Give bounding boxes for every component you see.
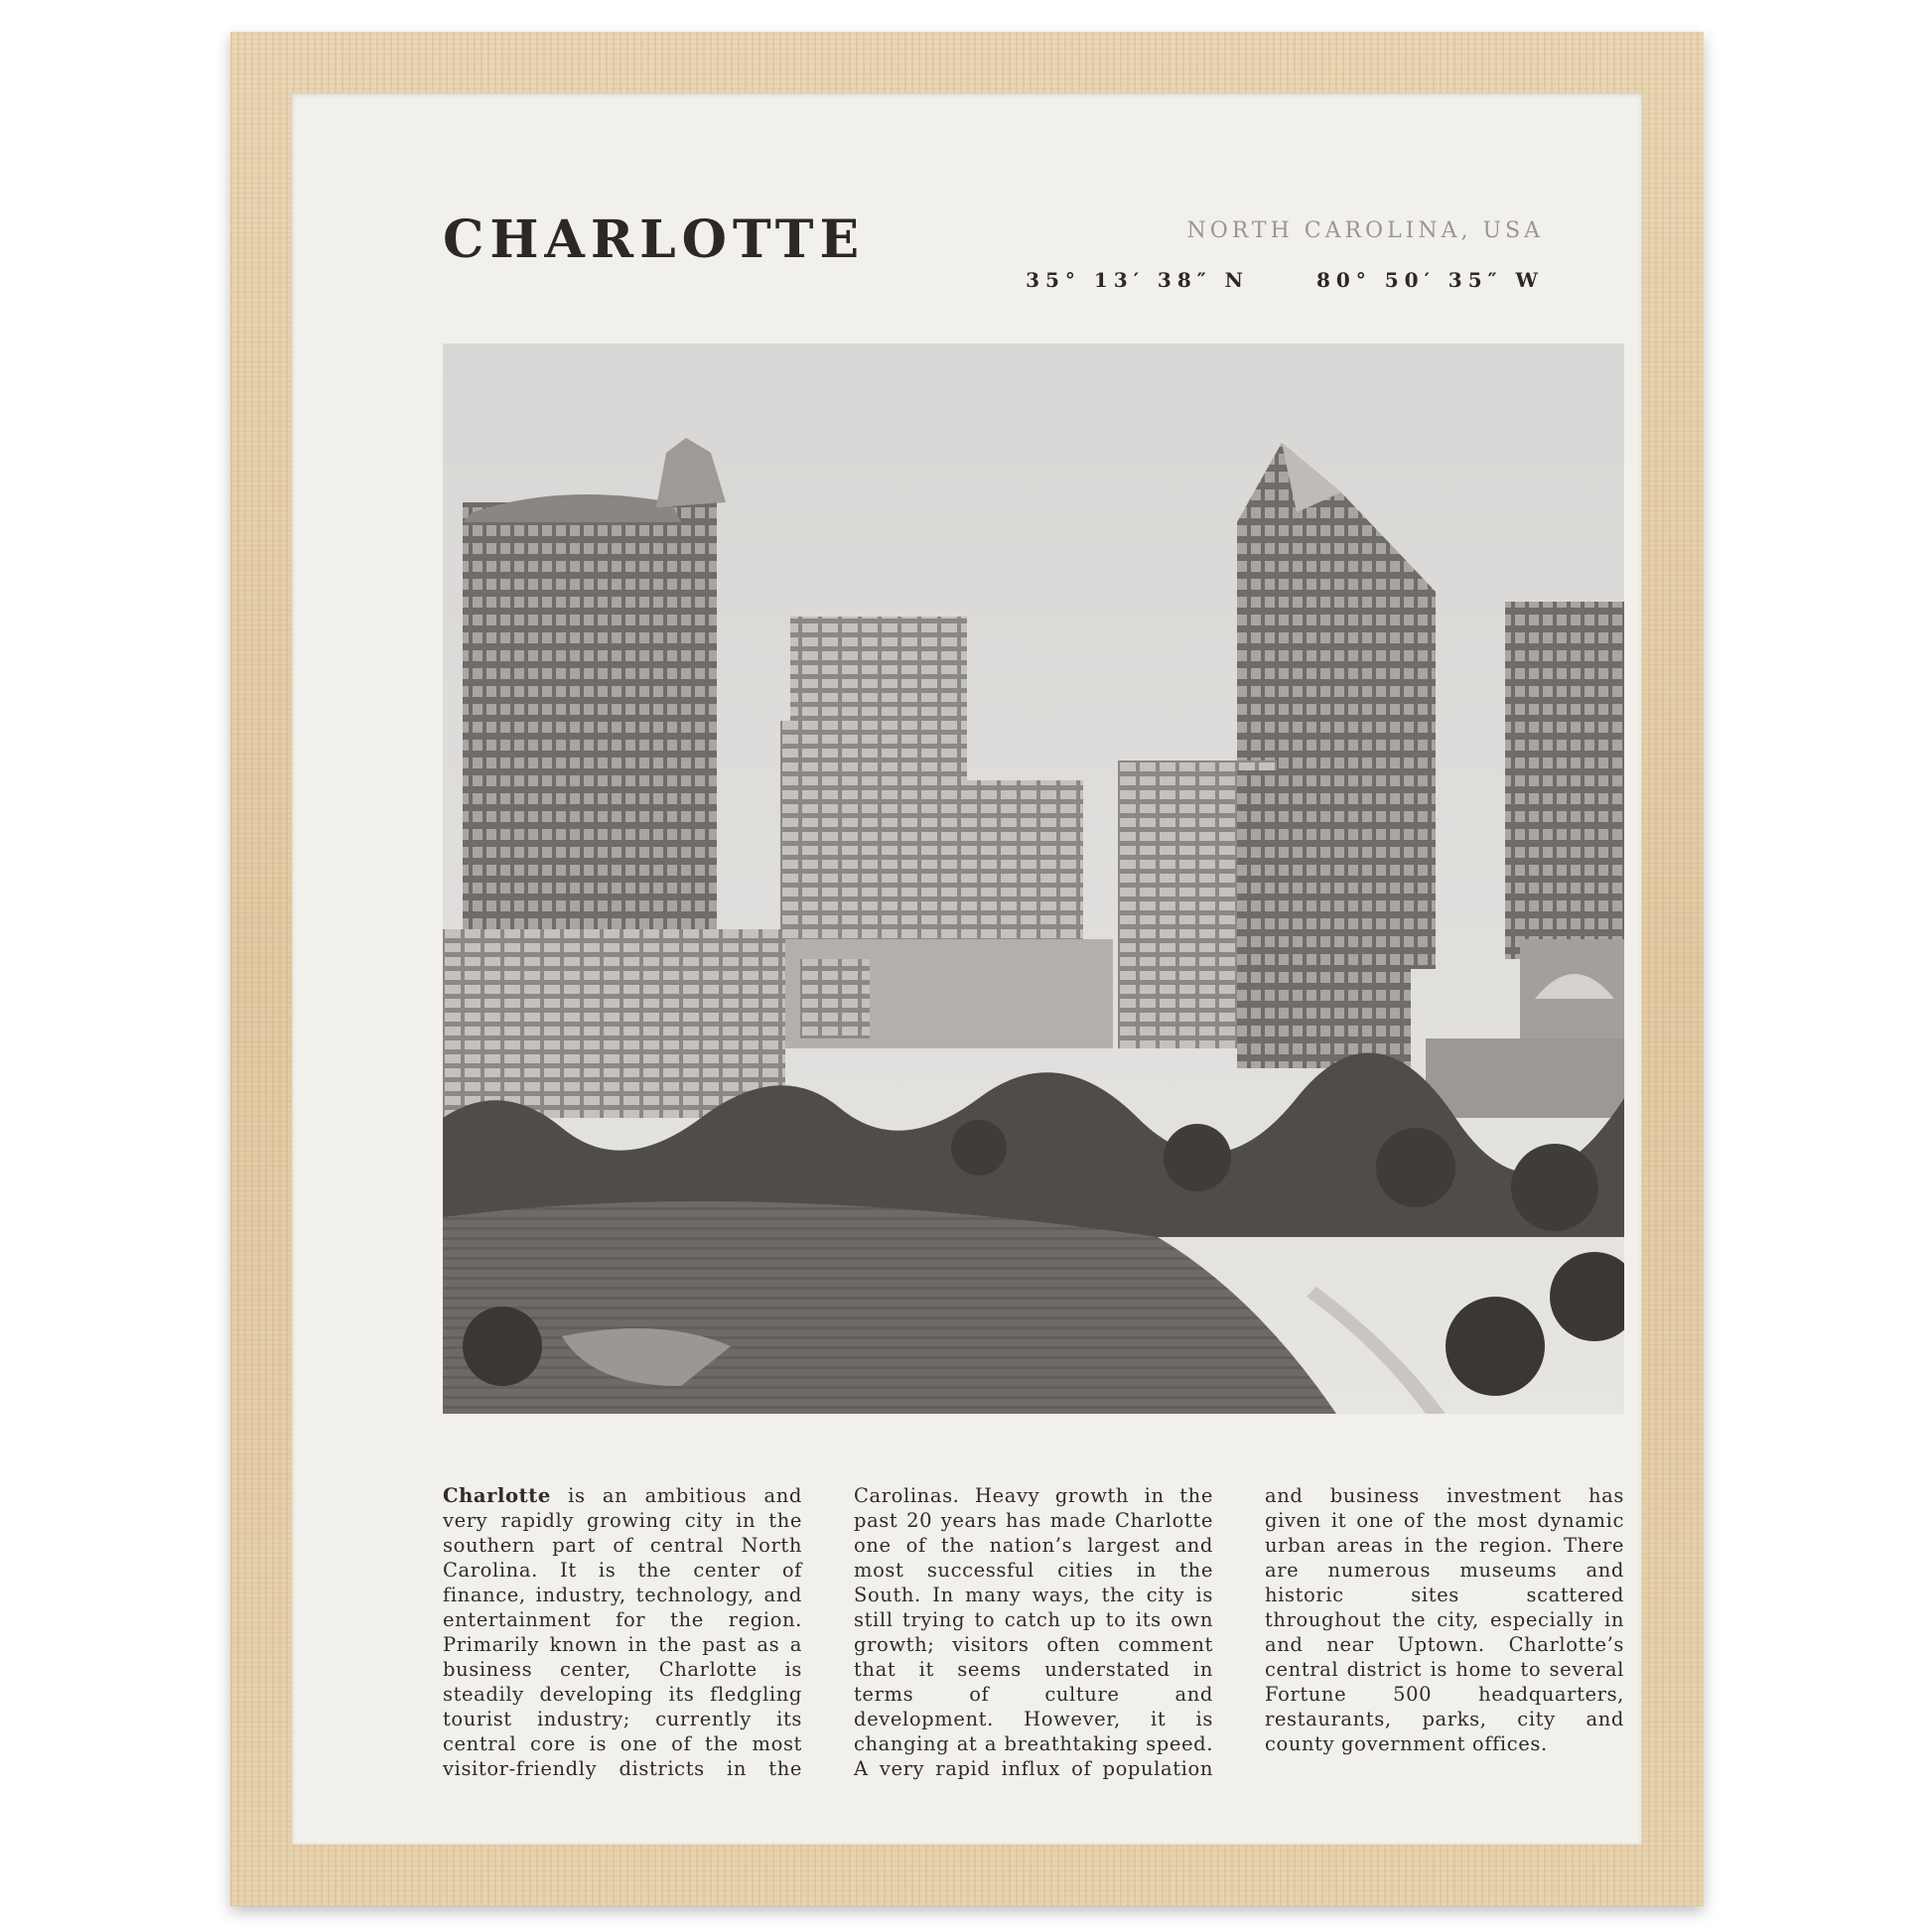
poster-mat <box>292 93 1642 1845</box>
coordinates <box>1026 268 1544 292</box>
city-title: CHARLOTTE <box>443 209 866 270</box>
region-label: NORTH CAROLINA, USA <box>1186 218 1544 243</box>
skyline-photo <box>443 344 1624 1414</box>
description-lead: Charlotte <box>443 1484 551 1507</box>
wooden-frame <box>230 32 1704 1906</box>
longitude: 80° 50′ 35″ W <box>1315 268 1544 292</box>
city-skyline-photo-icon <box>443 344 1624 1414</box>
description-text <box>443 1483 1624 1781</box>
latitude: 35° 13′ 38″ N <box>1026 268 1249 292</box>
description-body: is an ambitious and very rapidly growing city in the southern part of central North Carolina. It is the center of finance, industry, technology, and entertainment for the region. Primarily known in the past as a business center, Charlotte is steadily developing its fledgling tourist industry; currently its central core is one of the most visitor-friendly districts in the Carolinas. Heavy growth in the past 20 years has made Charlotte one of the nation’s largest and most successful cities in the South. In many ways, the city is still trying to catch up to its own growth; visitors often comment that it seems understated in terms of culture and development. However, it is changing at a breathtaking speed. A very rapid influx of population and business investment has given it one of the most dynamic urban areas in the region. There are numerous museums and historic sites scattered throughout the city, especially in and near Uptown. Charlotte’s central district is home to several Fortune 500 headquarters, restaurants, parks, city and county government offices. <box>443 1484 1624 1780</box>
